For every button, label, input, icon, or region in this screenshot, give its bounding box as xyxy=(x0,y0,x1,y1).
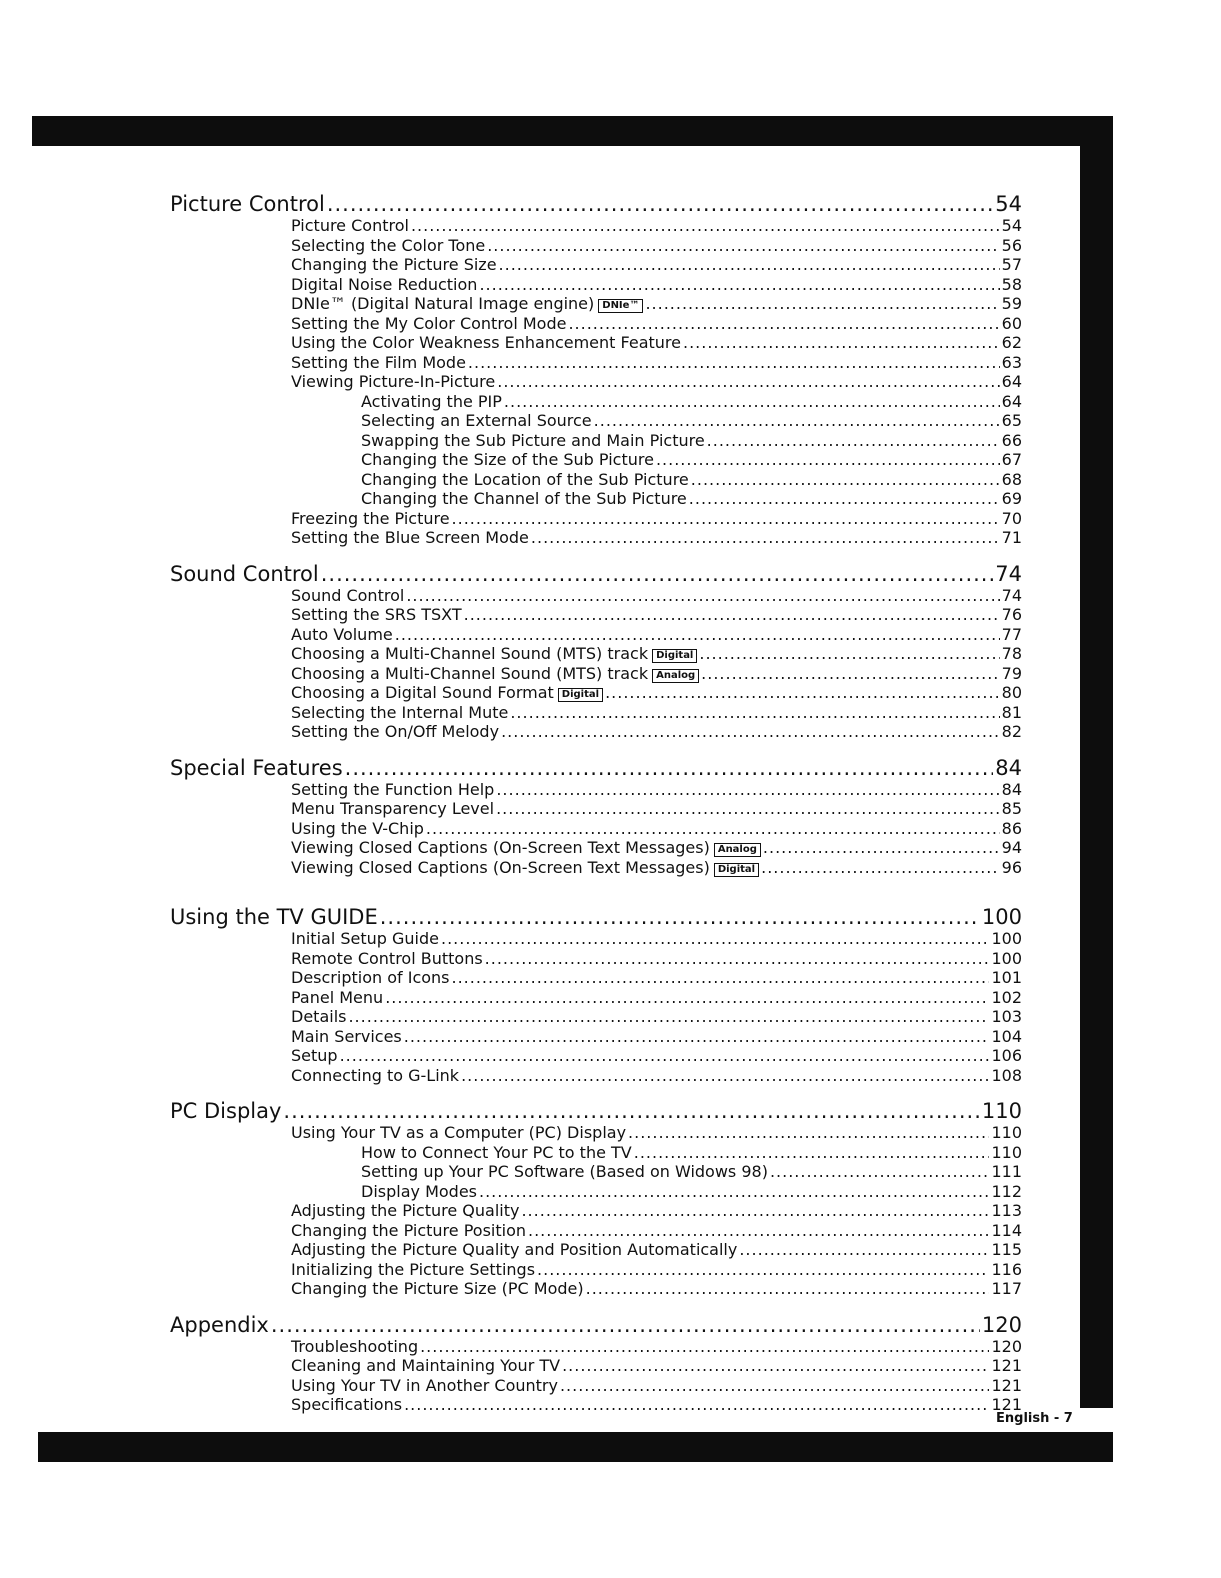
entry-label-text: Selecting the Internal Mute xyxy=(291,702,509,722)
entry-label-text: Display Modes xyxy=(361,1181,477,1201)
toc-entry[interactable] xyxy=(170,1260,1022,1280)
leader-dots xyxy=(496,780,999,800)
entry-label xyxy=(291,605,462,625)
entry-label xyxy=(291,799,494,819)
toc-entry[interactable] xyxy=(170,528,1022,548)
toc-section xyxy=(170,1099,1022,1299)
entry-label xyxy=(291,703,508,723)
entry-label-text: Remote Control Buttons xyxy=(291,948,483,968)
entry-label-text: Auto Volume xyxy=(291,624,393,644)
entry-page: 64 xyxy=(1001,391,1022,411)
entry-label-text: Viewing Closed Captions (On-Screen Text Messages) xyxy=(291,857,710,877)
toc-entry[interactable] xyxy=(170,333,1022,353)
entry-label-text: Menu Transparency Level xyxy=(291,799,495,818)
entry-label-text: Swapping the Sub Picture and Main Picture xyxy=(361,430,705,450)
entry-page: 110 xyxy=(991,1142,1022,1162)
entry-label-text: Description of Icons xyxy=(291,968,450,987)
section-heading[interactable] xyxy=(170,756,1022,780)
leader-dots xyxy=(441,929,989,949)
section-heading[interactable] xyxy=(170,1313,1022,1337)
entry-label xyxy=(291,819,424,839)
entry-label xyxy=(291,509,450,529)
entry-label xyxy=(361,470,689,490)
entry-label-text: Changing the Picture Position xyxy=(291,1220,526,1240)
entry-label xyxy=(291,1356,560,1376)
entry-label xyxy=(291,528,529,548)
entry-page: 74 xyxy=(1001,585,1022,605)
mode-badge: Digital xyxy=(558,688,603,702)
entry-page: 85 xyxy=(1001,799,1022,818)
leader-dots xyxy=(499,255,1000,275)
entry-label-text: Sound Control xyxy=(291,585,405,605)
entry-page: 68 xyxy=(1001,469,1022,489)
entry-page: 103 xyxy=(991,1007,1022,1026)
leader-dots xyxy=(380,905,980,929)
leader-dots xyxy=(487,236,999,256)
entry-page: 100 xyxy=(991,948,1022,968)
toc-entry[interactable] xyxy=(170,372,1022,392)
leader-dots xyxy=(497,372,999,392)
toc-entry[interactable] xyxy=(170,392,1022,412)
section-heading[interactable] xyxy=(170,192,1022,216)
entry-label xyxy=(291,722,499,742)
entry-page: 63 xyxy=(1001,352,1022,372)
entry-label xyxy=(361,411,592,431)
entry-page: 86 xyxy=(1001,818,1022,838)
entry-page: 78 xyxy=(1001,644,1022,663)
toc-entry[interactable] xyxy=(170,275,1022,295)
entry-label xyxy=(291,1395,402,1415)
entry-page: 108 xyxy=(991,1065,1022,1085)
entry-label xyxy=(361,1143,632,1163)
toc-entry[interactable] xyxy=(170,722,1022,742)
toc-entry[interactable] xyxy=(170,664,1022,684)
leader-dots xyxy=(404,1395,989,1415)
page-footer: English - 7 xyxy=(996,1411,1073,1426)
entry-page: 57 xyxy=(1001,255,1022,274)
entry-label-text: Digital Noise Reduction xyxy=(291,274,478,294)
leader-dots xyxy=(426,819,1000,839)
toc-entry[interactable] xyxy=(170,1337,1022,1357)
mode-badge: Analog xyxy=(652,669,699,683)
leader-dots xyxy=(479,1182,989,1202)
leader-dots xyxy=(707,431,1000,451)
entry-page: 102 xyxy=(991,987,1022,1007)
entry-page: 113 xyxy=(991,1201,1022,1220)
leader-dots xyxy=(321,562,994,586)
toc-entry[interactable] xyxy=(170,1046,1022,1066)
entry-label-text: Changing the Channel of the Sub Picture xyxy=(361,489,687,508)
entry-page: 101 xyxy=(991,968,1022,987)
entry-page: 120 xyxy=(991,1336,1022,1356)
entry-label xyxy=(291,838,761,858)
entry-label-text: How to Connect Your PC to the TV xyxy=(361,1142,632,1162)
entry-label-text: Changing the Picture Size xyxy=(291,255,497,274)
entry-label xyxy=(361,489,687,509)
toc-entry[interactable] xyxy=(170,1143,1022,1163)
leader-dots xyxy=(560,1376,990,1396)
toc-entry[interactable] xyxy=(170,780,1022,800)
entry-label xyxy=(291,1007,346,1027)
entry-page: 100 xyxy=(991,929,1022,948)
entry-page: 117 xyxy=(991,1279,1022,1298)
entry-label-text: Initial Setup Guide xyxy=(291,929,439,948)
entry-label-text: Main Services xyxy=(291,1026,402,1046)
toc-entry[interactable] xyxy=(170,1027,1022,1047)
toc-entry[interactable] xyxy=(170,431,1022,451)
entry-page: 67 xyxy=(1001,450,1022,469)
entry-label-text: Setting up Your PC Software (Based on Widows 98) xyxy=(361,1162,768,1181)
entry-label xyxy=(291,988,383,1008)
toc-entry[interactable] xyxy=(170,1066,1022,1086)
toc-entry[interactable] xyxy=(170,703,1022,723)
section-title: PC Display xyxy=(170,1099,282,1123)
leader-dots xyxy=(271,1313,980,1337)
entry-page: 110 xyxy=(991,1123,1022,1142)
leader-dots xyxy=(485,949,990,969)
toc-entry[interactable] xyxy=(170,586,1022,606)
entry-label xyxy=(291,1066,459,1086)
entry-label xyxy=(361,1182,477,1202)
leader-dots xyxy=(537,1260,989,1280)
entry-page: 121 xyxy=(991,1375,1022,1395)
entry-page: 60 xyxy=(1001,313,1022,333)
toc-entry[interactable] xyxy=(170,644,1022,664)
entry-label-text: Connecting to G-Link xyxy=(291,1065,460,1085)
entry-label-text: Adjusting the Picture Quality xyxy=(291,1201,520,1220)
entry-label-text: Adjusting the Picture Quality and Position Automatically xyxy=(291,1240,738,1259)
entry-label xyxy=(291,929,439,949)
entry-label-text: Freezing the Picture xyxy=(291,508,450,528)
entry-label xyxy=(291,625,393,645)
toc-entry[interactable] xyxy=(170,683,1022,703)
entry-label xyxy=(291,1046,338,1066)
entry-label xyxy=(291,314,566,334)
entry-label xyxy=(291,858,759,878)
entry-label-text: Changing the Location of the Sub Picture xyxy=(361,469,689,489)
entry-page: 80 xyxy=(1001,683,1022,702)
mode-badge: Analog xyxy=(714,843,761,857)
toc-entry[interactable] xyxy=(170,1007,1022,1027)
entry-label xyxy=(291,216,409,236)
leader-dots xyxy=(568,314,999,334)
section-title: Appendix xyxy=(170,1312,269,1337)
toc-entry[interactable] xyxy=(170,1162,1022,1182)
leader-dots xyxy=(699,644,999,664)
entry-page: 106 xyxy=(991,1046,1022,1065)
entry-label-text: Using Your TV as a Computer (PC) Display xyxy=(291,1123,627,1142)
toc-entry[interactable] xyxy=(170,988,1022,1008)
entry-label-text: Using the V-Chip xyxy=(291,818,424,838)
toc-entry[interactable] xyxy=(170,1221,1022,1241)
leader-dots xyxy=(691,470,1000,490)
entry-label-text: Setting the Film Mode xyxy=(291,352,466,372)
leader-dots xyxy=(468,353,1000,373)
entry-label xyxy=(291,780,494,800)
leader-dots xyxy=(531,528,1000,548)
leader-dots xyxy=(348,1007,989,1027)
leader-dots xyxy=(479,275,999,295)
entry-label-text: Choosing a Multi-Channel Sound (MTS) track xyxy=(291,663,649,683)
entry-page: 64 xyxy=(1001,372,1022,391)
mode-badge: DNIe™ xyxy=(598,299,643,313)
entry-page: 112 xyxy=(991,1181,1022,1201)
toc-entry[interactable] xyxy=(170,255,1022,275)
leader-dots xyxy=(501,722,1000,742)
section-page: 54 xyxy=(995,192,1022,216)
leader-dots xyxy=(452,968,990,988)
leader-dots xyxy=(395,625,1000,645)
entry-label-text: Setting the On/Off Melody xyxy=(291,722,500,741)
toc-section xyxy=(170,905,1022,1085)
entry-page: 115 xyxy=(991,1240,1022,1259)
entry-label-text: Cleaning and Maintaining Your TV xyxy=(291,1356,561,1375)
leader-dots xyxy=(586,1279,990,1299)
entry-label xyxy=(291,1240,737,1260)
leader-dots xyxy=(327,192,993,216)
entry-page: 81 xyxy=(1001,702,1022,722)
section-page: 74 xyxy=(995,561,1022,586)
entry-label xyxy=(291,1201,519,1221)
entry-label-text: DNIe™ (Digital Natural Image engine) xyxy=(291,294,595,313)
entry-label-text: Viewing Closed Captions (On-Screen Text Messages) xyxy=(291,838,710,857)
toc-entry[interactable] xyxy=(170,294,1022,314)
entry-label xyxy=(361,431,705,451)
entry-label xyxy=(291,1123,626,1143)
section-title: Using the TV GUIDE xyxy=(170,905,378,929)
right-border-bar xyxy=(1080,116,1113,1408)
entry-label xyxy=(291,372,495,392)
entry-page: 59 xyxy=(1001,294,1022,313)
entry-page: 96 xyxy=(1001,857,1022,877)
entry-label xyxy=(291,1027,402,1047)
toc-entry[interactable] xyxy=(170,411,1022,431)
leader-dots xyxy=(528,1221,989,1241)
leader-dots xyxy=(634,1143,990,1163)
leader-dots xyxy=(562,1356,989,1376)
toc-entry[interactable] xyxy=(170,489,1022,509)
entry-label xyxy=(361,392,502,412)
entry-label xyxy=(291,294,643,314)
toc-entry[interactable] xyxy=(170,799,1022,819)
leader-dots xyxy=(420,1337,989,1357)
entry-page: 82 xyxy=(1001,722,1022,741)
leader-dots xyxy=(683,333,1000,353)
leader-dots xyxy=(739,1240,989,1260)
entry-page: 111 xyxy=(991,1162,1022,1181)
entry-label-text: Setting the Blue Screen Mode xyxy=(291,528,529,547)
entry-page: 76 xyxy=(1001,605,1022,624)
leader-dots xyxy=(701,664,999,684)
section-page: 100 xyxy=(981,905,1022,929)
entry-page: 77 xyxy=(1001,624,1022,644)
toc-entry[interactable] xyxy=(170,605,1022,625)
toc-section xyxy=(170,1313,1022,1415)
entry-page: 58 xyxy=(1001,274,1022,294)
entry-page: 66 xyxy=(1001,430,1022,450)
entry-label xyxy=(361,1162,768,1182)
table-of-contents xyxy=(170,192,1022,1429)
bottom-border-bar xyxy=(38,1432,1113,1462)
toc-entry[interactable] xyxy=(170,1240,1022,1260)
entry-label xyxy=(291,949,483,969)
section-heading[interactable] xyxy=(170,905,1022,929)
entry-page: 70 xyxy=(1001,508,1022,528)
entry-label xyxy=(291,1279,584,1299)
entry-label-text: Troubleshooting xyxy=(291,1336,419,1356)
mode-badge: Digital xyxy=(652,649,697,663)
entry-label-text: Using Your TV in Another Country xyxy=(291,1375,558,1395)
entry-label xyxy=(291,236,485,256)
leader-dots xyxy=(461,1066,989,1086)
entry-label-text: Panel Menu xyxy=(291,987,384,1007)
leader-dots xyxy=(464,605,1000,625)
entry-page: 69 xyxy=(1001,489,1022,508)
entry-label-text: Changing the Size of the Sub Picture xyxy=(361,450,654,469)
entry-page: 84 xyxy=(1001,779,1022,799)
entry-page: 94 xyxy=(1001,838,1022,857)
entry-label xyxy=(361,450,654,470)
entry-label-text: Picture Control xyxy=(291,216,409,235)
toc-entry[interactable] xyxy=(170,216,1022,236)
leader-dots xyxy=(345,756,994,780)
entry-label xyxy=(291,664,699,684)
leader-dots xyxy=(763,838,1000,858)
entry-label-text: Viewing Picture-In-Picture xyxy=(291,372,496,391)
entry-label-text: Setting the Function Help xyxy=(291,779,495,799)
toc-entry[interactable] xyxy=(170,1279,1022,1299)
toc-entry[interactable] xyxy=(170,625,1022,645)
entry-label-text: Selecting the Color Tone xyxy=(291,235,486,255)
entry-page: 121 xyxy=(991,1356,1022,1375)
entry-label-text: Setting the My Color Control Mode xyxy=(291,313,567,333)
toc-entry[interactable] xyxy=(170,838,1022,858)
toc-entry[interactable] xyxy=(170,949,1022,969)
toc-entry[interactable] xyxy=(170,1182,1022,1202)
entry-page: 114 xyxy=(991,1220,1022,1240)
leader-dots xyxy=(283,1099,979,1123)
entry-label-text: Activating the PIP xyxy=(361,391,502,411)
leader-dots xyxy=(628,1123,989,1143)
entry-page: 71 xyxy=(1001,528,1022,547)
entry-label xyxy=(291,1221,526,1241)
toc-entry[interactable] xyxy=(170,470,1022,490)
entry-label-text: Setup xyxy=(291,1046,338,1065)
entry-label xyxy=(291,644,697,664)
entry-label-text: Selecting an External Source xyxy=(361,411,592,430)
entry-label xyxy=(291,1260,535,1280)
section-heading[interactable] xyxy=(170,1099,1022,1123)
entry-label-text: Choosing a Digital Sound Format xyxy=(291,683,554,702)
entry-label xyxy=(291,1337,418,1357)
toc-entry[interactable] xyxy=(170,236,1022,256)
toc-entry[interactable] xyxy=(170,509,1022,529)
leader-dots xyxy=(770,1162,990,1182)
leader-dots xyxy=(521,1201,989,1221)
toc-section xyxy=(170,192,1022,548)
toc-entry[interactable] xyxy=(170,1201,1022,1221)
leader-dots xyxy=(404,1027,990,1047)
entry-label-text: Using the Color Weakness Enhancement Feature xyxy=(291,333,681,352)
entry-label-text: Initializing the Picture Settings xyxy=(291,1259,536,1279)
entry-label xyxy=(291,353,466,373)
leader-dots xyxy=(689,489,1000,509)
toc-entry[interactable] xyxy=(170,1356,1022,1376)
entry-page: 79 xyxy=(1001,663,1022,683)
entry-page: 56 xyxy=(1001,235,1022,255)
leader-dots xyxy=(452,509,1000,529)
entry-label xyxy=(291,968,450,988)
entry-page: 116 xyxy=(991,1259,1022,1279)
entry-page: 104 xyxy=(991,1026,1022,1046)
leader-dots xyxy=(340,1046,990,1066)
leader-dots xyxy=(594,411,1000,431)
toc-entry[interactable] xyxy=(170,353,1022,373)
leader-dots xyxy=(496,799,1000,819)
toc-entry[interactable] xyxy=(170,450,1022,470)
leader-dots xyxy=(645,294,999,314)
leader-dots xyxy=(406,586,999,606)
entry-page: 54 xyxy=(1001,216,1022,235)
toc-entry[interactable] xyxy=(170,314,1022,334)
section-title: Sound Control xyxy=(170,561,319,586)
entry-label-text: Choosing a Multi-Channel Sound (MTS) track xyxy=(291,644,649,663)
toc-entry[interactable] xyxy=(170,968,1022,988)
toc-section xyxy=(170,756,1022,878)
entry-label xyxy=(291,683,603,703)
toc-entry[interactable] xyxy=(170,858,1022,878)
toc-entry[interactable] xyxy=(170,929,1022,949)
leader-dots xyxy=(411,216,1000,236)
toc-entry[interactable] xyxy=(170,819,1022,839)
section-title: Special Features xyxy=(170,755,343,780)
section-page: 110 xyxy=(981,1099,1022,1123)
entry-label xyxy=(291,333,681,353)
top-border-bar xyxy=(32,116,1080,146)
entry-page: 65 xyxy=(1001,411,1022,430)
entry-label xyxy=(291,1376,558,1396)
entry-page: 121 xyxy=(991,1395,1022,1414)
toc-section xyxy=(170,562,1022,742)
entry-label-text: Setting the SRS TSXT xyxy=(291,605,462,624)
toc-entry[interactable] xyxy=(170,1123,1022,1143)
entry-label xyxy=(291,255,497,275)
toc-entry[interactable] xyxy=(170,1395,1022,1415)
entry-label-text: Details xyxy=(291,1007,347,1026)
section-page: 84 xyxy=(995,755,1022,780)
entry-label xyxy=(291,275,477,295)
section-heading[interactable] xyxy=(170,562,1022,586)
entry-page: 62 xyxy=(1001,333,1022,352)
leader-dots xyxy=(385,988,989,1008)
section-page: 120 xyxy=(981,1312,1022,1337)
leader-dots xyxy=(504,392,1000,412)
mode-badge: Digital xyxy=(714,863,759,877)
leader-dots xyxy=(656,450,1000,470)
entry-label-text: Specifications xyxy=(291,1395,403,1414)
leader-dots xyxy=(761,858,1000,878)
entry-label xyxy=(291,586,404,606)
leader-dots xyxy=(605,683,1000,703)
leader-dots xyxy=(510,703,999,723)
toc-entry[interactable] xyxy=(170,1376,1022,1396)
section-title: Picture Control xyxy=(170,192,325,216)
entry-label-text: Changing the Picture Size (PC Mode) xyxy=(291,1279,584,1298)
